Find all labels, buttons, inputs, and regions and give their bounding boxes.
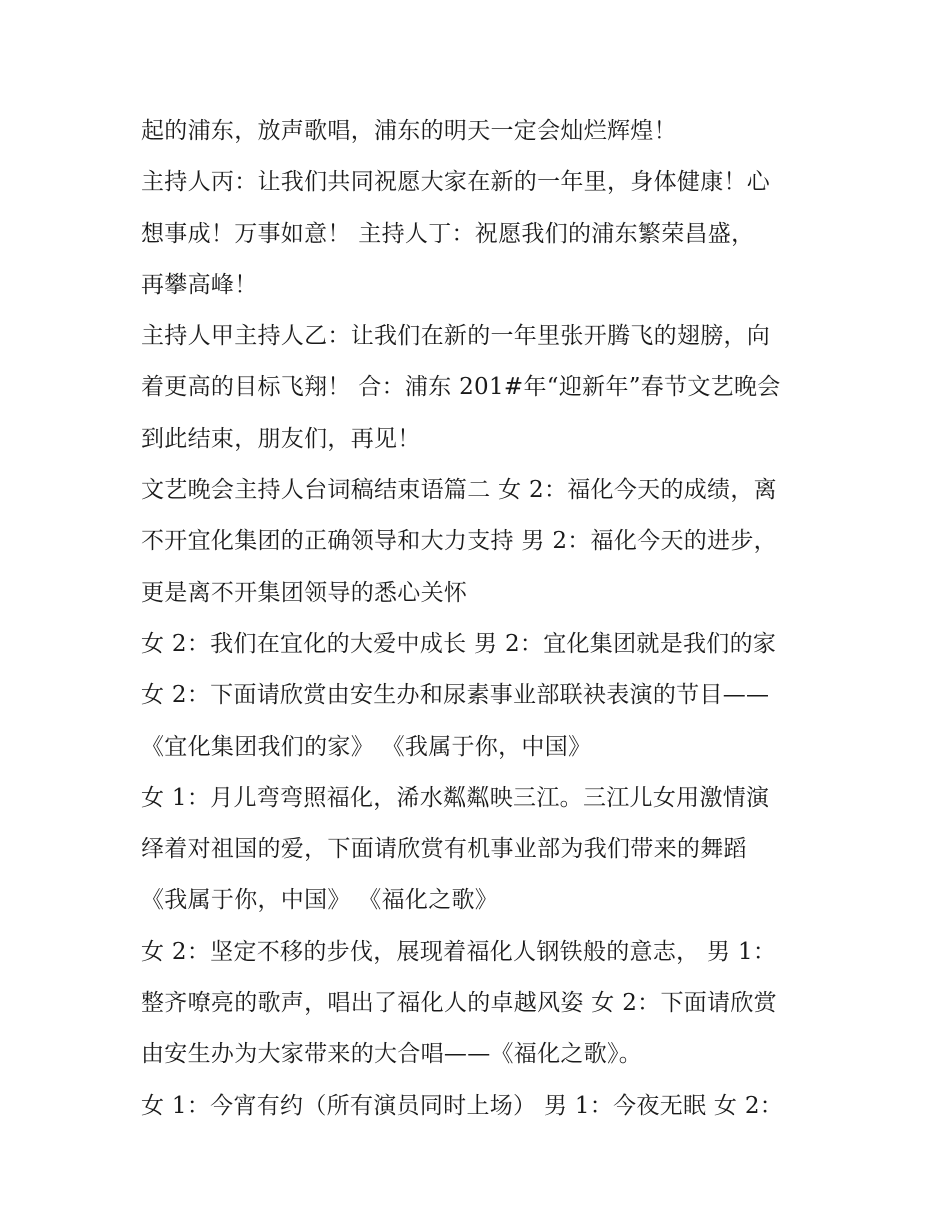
text-line-13: 《宜化集团我们的家》 《我属于你，中国》 (141, 733, 592, 760)
text-line-9: 不开宜化集团的正确领导和大力支持 男 2：福化今天的进步， (141, 528, 777, 555)
text-line-15: 绎着对祖国的爱，下面请欣赏有机事业部为我们带来的舞蹈 (141, 836, 747, 863)
text-line-18: 整齐嘹亮的歌声，唱出了福化人的卓越风姿 女 2：下面请欣赏 (141, 990, 777, 1017)
text-line-2: 主持人丙：让我们共同祝愿大家在新的一年里，身体健康！心 (141, 169, 771, 196)
document-body (141, 109, 821, 1135)
text-line-20: 女 1：今宵有约（所有演员同时上场） 男 1：今夜无眠 女 2： (141, 1092, 784, 1119)
text-line-11: 女 2：我们在宜化的大爱中成长 男 2：宜化集团就是我们的家 (141, 630, 777, 657)
text-line-16: 《我属于你，中国》 《福化之歌》 (141, 887, 499, 914)
text-line-10: 更是离不开集团领导的悉心关怀 (141, 579, 468, 606)
text-line-1: 起的浦东，放声歌唱，浦东的明天一定会灿烂辉煌！ (141, 118, 677, 144)
text-line-14: 女 1：月儿弯弯照福化，浠水粼粼映三江。三江儿女用激情演 (141, 784, 770, 811)
text-line-17: 女 2：坚定不移的步伐，展现着福化人钢铁般的意志， 男 1： (141, 938, 777, 965)
text-line-4: 再攀高峰！ (141, 271, 258, 298)
text-line-3: 想事成！万事如意！ 主持人丁：祝愿我们的浦东繁荣昌盛， (141, 220, 755, 247)
text-line-6: 着更高的目标飞翔！ 合：浦东 201#年“迎新年”春节文艺晚会 (141, 374, 781, 401)
text-line-12: 女 2：下面请欣赏由安生办和尿素事业部联袂表演的节目—— (141, 682, 770, 709)
text-line-5: 主持人甲主持人乙：让我们在新的一年里张开腾飞的翅膀，向 (141, 323, 771, 350)
text-line-7: 到此结束，朋友们，再见！ (141, 425, 421, 452)
text-line-19: 由安生办为大家带来的大合唱——《福化之歌》。 (141, 1041, 643, 1068)
text-line-8: 文艺晚会主持人台词稿结束语篇二 女 2：福化今天的成绩，离 (141, 477, 777, 504)
